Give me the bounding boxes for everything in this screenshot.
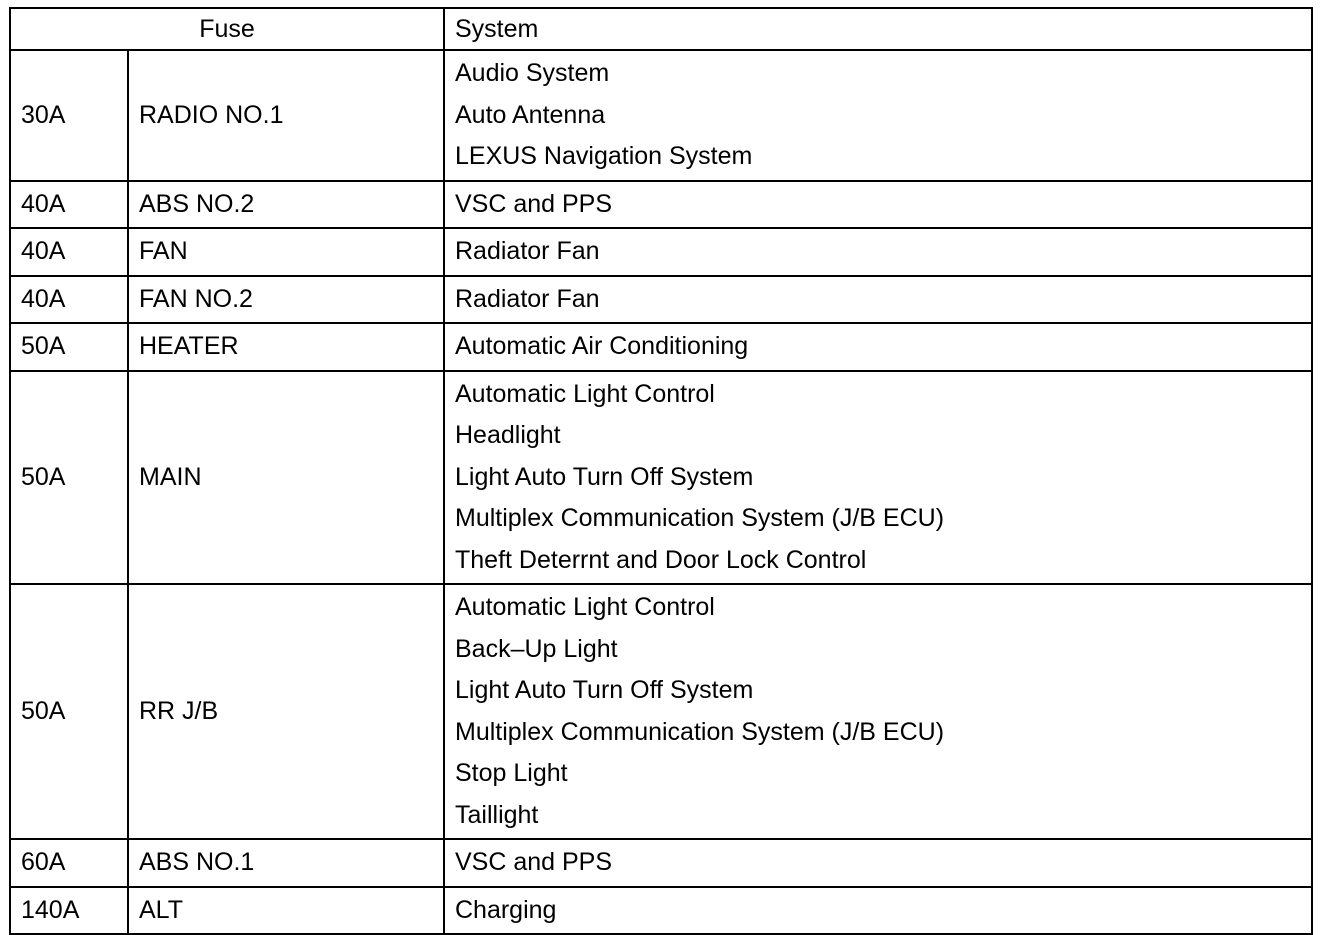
system-cell	[444, 181, 1312, 229]
fuse-name-cell: ABS NO.1	[128, 839, 444, 887]
system-item: Stop Light	[455, 759, 568, 787]
fuse-amperage-cell: 40A	[10, 276, 128, 324]
fuse-amperage-cell: 50A	[10, 584, 128, 839]
fuse-name-cell: ABS NO.2	[128, 181, 444, 229]
system-item: Multiplex Communication System (J/B ECU)	[455, 504, 945, 532]
system-item: Light Auto Turn Off System	[455, 462, 754, 491]
system-cell	[444, 839, 1312, 887]
system-item: LEXUS Navigation System	[455, 142, 753, 170]
table-row	[10, 50, 1312, 181]
table-header-row	[10, 8, 1312, 50]
table-row	[10, 887, 1312, 935]
system-item: Multiplex Communication System (J/B ECU)	[455, 717, 945, 746]
fuse-amperage-cell: 50A	[10, 371, 128, 585]
system-item: Radiator Fan	[455, 237, 600, 265]
system-cell	[444, 584, 1312, 839]
system-cell	[444, 371, 1312, 585]
table-row	[10, 584, 1312, 839]
fuse-name-cell: FAN NO.2	[128, 276, 444, 324]
table-row	[10, 323, 1312, 371]
system-item: Audio System	[455, 59, 610, 87]
fuse-amperage-cell: 60A	[10, 839, 128, 887]
system-item: Automatic Light Control	[455, 379, 715, 408]
system-column-header: System	[444, 8, 1312, 50]
system-cell	[444, 228, 1312, 276]
system-cell	[444, 50, 1312, 181]
system-item: Radiator Fan	[455, 284, 600, 313]
system-item: Auto Antenna	[455, 100, 606, 129]
fuse-amperage-cell: 140A	[10, 887, 128, 935]
table-row	[10, 276, 1312, 324]
system-item: Theft Deterrnt and Door Lock Control	[455, 545, 867, 574]
system-item: Back–Up Light	[455, 634, 618, 663]
fuse-table-body	[10, 50, 1312, 934]
fuse-amperage-cell: 40A	[10, 228, 128, 276]
fuse-name-cell: FAN	[128, 228, 444, 276]
system-item: Automatic Air Conditioning	[455, 332, 749, 360]
system-item: Headlight	[455, 421, 561, 449]
system-cell	[444, 323, 1312, 371]
system-item: Charging	[455, 895, 557, 924]
system-cell	[444, 887, 1312, 935]
fuse-column-header: Fuse	[10, 8, 444, 50]
fuse-amperage-cell: 50A	[10, 323, 128, 371]
fuse-name-cell: RR J/B	[128, 584, 444, 839]
fuse-name-cell: RADIO NO.1	[128, 50, 444, 181]
system-cell	[444, 276, 1312, 324]
system-item: VSC and PPS	[455, 848, 613, 876]
table-row	[10, 228, 1312, 276]
fuse-name-cell: ALT	[128, 887, 444, 935]
table-row	[10, 371, 1312, 585]
fuse-amperage-cell: 30A	[10, 50, 128, 181]
fuse-amperage-cell: 40A	[10, 181, 128, 229]
table-row	[10, 839, 1312, 887]
fuse-name-cell: MAIN	[128, 371, 444, 585]
system-item: Automatic Light Control	[455, 593, 715, 621]
table-row	[10, 181, 1312, 229]
fuse-table	[9, 7, 1313, 935]
fuse-name-cell: HEATER	[128, 323, 444, 371]
system-item: Light Auto Turn Off System	[455, 676, 754, 704]
system-item: VSC and PPS	[455, 189, 613, 218]
system-item: Taillight	[455, 800, 539, 829]
